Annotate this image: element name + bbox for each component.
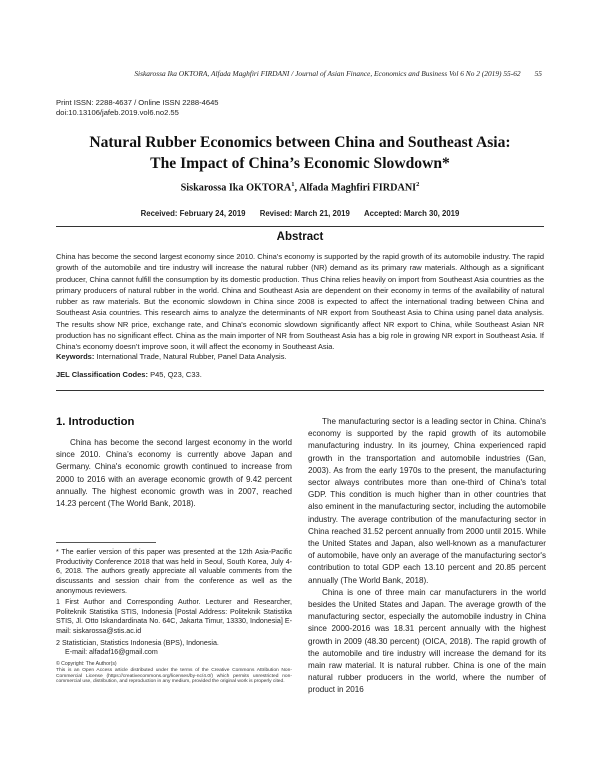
running-head-text: Siskarossa Ika OKTORA, Alfada Maghfiri FIRDANI / Journal of Asian Finance, Economics and Business Vol 6 No 2 (2019) 55-62 xyxy=(134,69,521,78)
keywords-value: International Trade, Natural Rubber, Panel Data Analysis. xyxy=(96,352,287,361)
author-list xyxy=(40,181,560,193)
section-heading-introduction: 1. Introduction xyxy=(56,416,135,428)
author-1-affiliation-mark: 1 xyxy=(291,181,295,188)
abstract-heading: Abstract xyxy=(276,231,324,243)
title-line-1: Natural Rubber Economics between China and Southeast Asia: xyxy=(89,134,511,151)
keywords-label: Keywords: xyxy=(56,352,95,361)
jel-label: JEL Classification Codes: xyxy=(56,370,148,379)
author-separator: , xyxy=(294,182,299,194)
author-2-name: Alfada Maghfiri FIRDANI xyxy=(298,182,417,194)
page-number: 55 xyxy=(534,69,542,78)
jel-line xyxy=(56,370,544,379)
footnote-1-mark: 1 xyxy=(56,598,60,607)
footnote-2-mark: 2 xyxy=(56,638,60,647)
right-column xyxy=(308,416,546,697)
abstract-text: China has become the second largest economy since 2010. China’s economy is supported by the rapid growth of its automobile industry. The rapid growth of the automobile and tire industry will increase the natural rubber (NR) demand as its primary raw materials. Although as a significant producer, China cannot fulfill the consumption by its domestic production. Thus China relies heavily on import from Southeast Asia countries as the primary producers of natural rubber in the world. China and Southeast Asia are dependent on their economy in terms of the availability of natural rubber as raw materials. But the economic slowdown in China since 2008 is expected to affect the international trading between China and Southeast Asia countries. This research aims to analyze the determinants of NR export from Southeast Asia to China using panel data analysis. The results show NR price, exchange rate, and China's economic slowdown significantly affect NR export to China, while Southeast Asian NR production has no significant effect. China as the main importer of NR from Southeast Asia has a big role in growing NR export in Southeast Asia. If China's economy doesn’t improve soon, it will affect the economy in Southeast Asia. xyxy=(56,252,544,352)
issn-block xyxy=(56,98,219,118)
top-divider xyxy=(56,226,544,227)
author-1-name: Siskarossa Ika OKTORA xyxy=(180,182,292,194)
right-paragraph-2: China is one of three main car manufacturers in the world besides the United States and Japan. The average growth of the manufacturing sector, especially the automobile industry in China since 2000-2016 was 18.31 percent annually with the highest growth in 2009 (48.30 percent) (OICA, 2018). The rapid growth of the automobile and tire industry will increase the demand for its main raw material. It is natural rubber. China is one of the main natural rubber producers in the world, where the number of product in 2016 xyxy=(308,587,546,695)
copyright-title: © Copyright: The Author(s) xyxy=(56,660,117,667)
copyright-license-text: This is an Open Access article distributed under the terms of the Creative Commons Attribution Non-Commercial License (https://creativecommons.org/licenses/by-nc/4.0/) which permits unrestricted non-commercial use, distribution, and reproduction in any medium, provided the original work is properly cited. xyxy=(56,667,292,685)
running-head xyxy=(60,69,542,78)
left-column xyxy=(56,416,292,685)
footnote-star-mark: * xyxy=(56,548,59,557)
intro-paragraph-1: China has become the second largest economy in the world since 2010. China’s economy is currently above Japan and Germany. China's economic growth continued to increase from 2000 to 2016 with an average economic growth of 9.42 percent annually. The highest economic growth was in 2007, reached 14.23 percent (The World Bank, 2018). xyxy=(56,438,292,509)
footnote-2-email: E-mail: alfadaf16@gmail.com xyxy=(65,648,158,657)
footnote-divider xyxy=(56,542,156,543)
revised-date: Revised: March 21, 2019 xyxy=(259,209,350,218)
footnote-1-text: First Author and Corresponding Author. Lecturer and Researcher, Politeknik Statistika STIS, Indonesia [Postal Address: Politeknik Statistika STIS, Jl. Otto Iskandardinata No. 64C, Jakarta Timur, 13330, Indonesia] E-mail: siskarossa@stis.ac.id xyxy=(56,598,292,635)
doi-line: doi:10.13106/jafeb.2019.vol6.no2.55 xyxy=(56,108,179,117)
right-paragraph-1: The manufacturing sector is a leading sector in China. China's economy is supported by the rapid growth of its automobile manufacturing industry. In its journey, China experienced rapid growth in the transportation and automobile industries (Gan, 2003). As from the early 1970s to the present, the manufacturing sector always contributes more than one-third of China's total GDP. This condition is much higher than in other countries that also eminent in the manufacturing sector, including the automobile industry. The average contribution of the manufacturing sector in China reached 31.52 percent annually from 2000 until 2015. While the United States and Japan, also well-known as a manufacturer of automobile, have only an average of the manufacturing sector's contribution to total GDP each 13.10 percent and 20.85 percent annually (The World Bank, 2018). xyxy=(308,417,546,585)
footnote-star xyxy=(56,548,292,596)
bottom-divider xyxy=(56,390,544,391)
received-date: Received: February 24, 2019 xyxy=(140,209,246,218)
title-line-2: The Impact of China’s Economic Slowdown* xyxy=(150,155,450,172)
paper-title xyxy=(40,132,560,174)
footnote-1 xyxy=(56,598,292,636)
jel-value: P45, Q23, C33. xyxy=(150,370,202,379)
footnote-2 xyxy=(56,639,292,658)
footnote-2-text: Statistician, Statistics Indonesia (BPS), Indonesia. xyxy=(61,638,219,647)
keywords-line xyxy=(56,352,544,361)
submission-dates xyxy=(40,209,560,218)
footnote-star-text: The earlier version of this paper was presented at the 12th Asia-Pacific Productivity Conference 2018 that was held in Seoul, South Korea, July 4-6, 2018. The authors greatly appreciate all valuable comments from the discussants and session chair from the conference as well as the anonymous reviewers. xyxy=(56,548,293,595)
copyright-notice xyxy=(56,662,292,686)
issn-line: Print ISSN: 2288-4637 / Online ISSN 2288-4645 xyxy=(56,98,219,107)
accepted-date: Accepted: March 30, 2019 xyxy=(364,209,460,218)
author-2-affiliation-mark: 2 xyxy=(416,181,420,188)
